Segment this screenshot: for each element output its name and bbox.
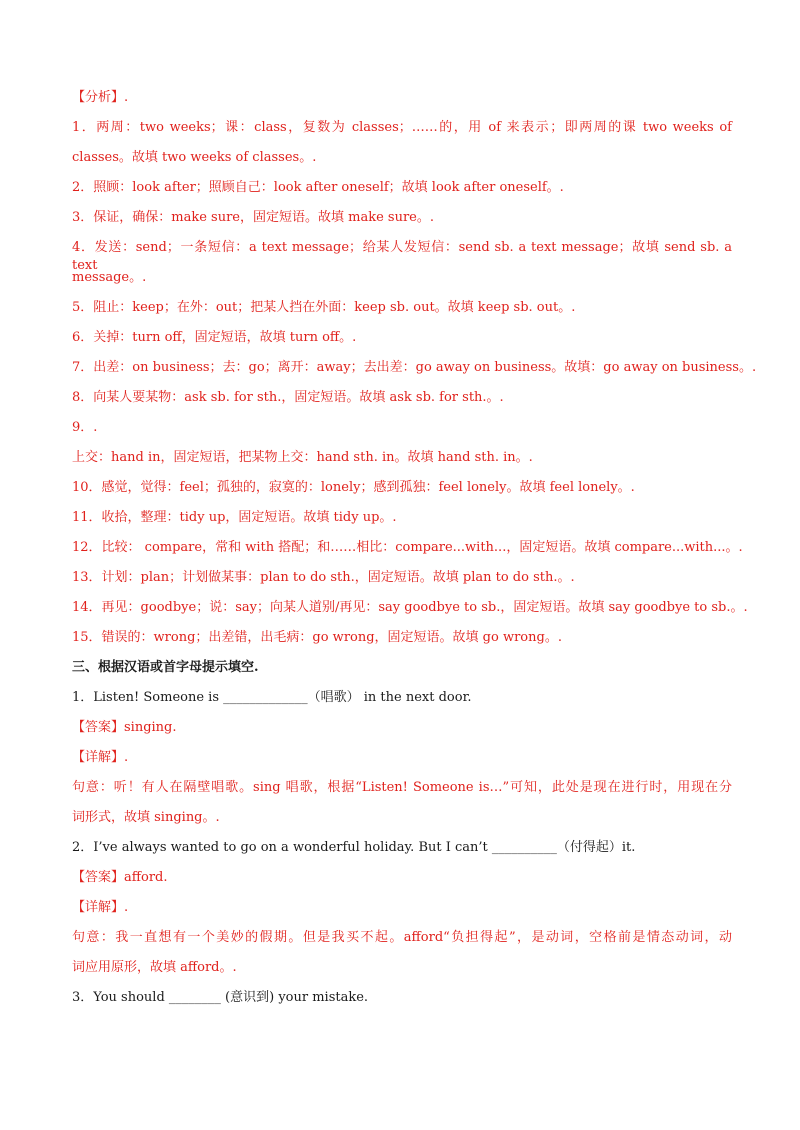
text-line: 【答案】singing. xyxy=(72,720,177,735)
text-line: 15．错误的：wrong；出差错，出毛病：go wrong，固定短语。故填 go wrong。. xyxy=(72,630,562,645)
text-line: 6．关掉：turn off，固定短语，故填 turn off。. xyxy=(72,330,357,345)
text-line: 【答案】afford. xyxy=(72,870,168,885)
text-line: 4．发送：send；一条短信：a text message；给某人发短信：send sb. a text message；故填 send sb. a text xyxy=(72,240,732,273)
text-line: 7．出差：on business；去：go；离开：away；去出差：go away on business。故填：go away on business。. xyxy=(72,360,757,375)
text-line: 【分析】. xyxy=(72,90,129,105)
text-line: 词应用原形，故填 afford。. xyxy=(72,960,237,975)
text-line: 上交：hand in，固定短语，把某物上交：hand sth. in。故填 hand sth. in。. xyxy=(72,450,533,465)
text-line: 14．再见：goodbye；说：say；向某人道别/再见：say goodbye to sb.，固定短语。故填 say goodbye to sb.。. xyxy=(72,600,748,615)
text-line: 5．阻止：keep；在外：out；把某人挡在外面：keep sb. out。故填 keep sb. out。. xyxy=(72,300,576,315)
text-line: 13．计划：plan；计划做某事：plan to do sth.，固定短语。故填 plan to do sth.。. xyxy=(72,570,575,585)
text-line: 词形式，故填 singing。. xyxy=(72,810,220,825)
text-line: 8．向某人要某物：ask sb. for sth.，固定短语。故填 ask sb. for sth.。. xyxy=(72,390,504,405)
text-line: 句意：听！有人在隔壁唱歌。sing 唱歌，根据“Listen! Someone is…”可知，此处是现在进行时，用现在分 xyxy=(72,780,732,795)
text-line: 12．比较： compare，常和 with 搭配；和……相比：compare...with...，固定短语。故填 compare...with...。. xyxy=(72,540,743,555)
text-line: classes。故填 two weeks of classes。. xyxy=(72,150,317,165)
text-line: 2．I’ve always wanted to go on a wonderful holiday. But I can’t __________（付得起）it. xyxy=(72,840,636,855)
text-line: 1．Listen! Someone is _____________（唱歌） in the next door. xyxy=(72,690,472,705)
text-line: message。. xyxy=(72,270,147,285)
text-line: 【详解】. xyxy=(72,900,129,915)
text-line: 9．. xyxy=(72,420,98,435)
text-line: 11．收拾，整理：tidy up，固定短语。故填 tidy up。. xyxy=(72,510,397,525)
text-line: 3．You should ________ (意识到) your mistake. xyxy=(72,990,369,1005)
text-line: 3．保证，确保：make sure，固定短语。故填 make sure。. xyxy=(72,210,435,225)
text-line: 10．感觉，觉得：feel；孤独的，寂寞的：lonely；感到孤独：feel lonely。故填 feel lonely。. xyxy=(72,480,635,495)
text-line: 三、根据汉语或首字母提示填空. xyxy=(72,660,259,675)
text-line: 2．照顾：look after；照顾自己：look after oneself；故填 look after oneself。. xyxy=(72,180,564,195)
text-line: 1．两周：two weeks；课：class，复数为 classes；……的，用 of 来表示；即两周的课 two weeks of xyxy=(72,120,732,135)
text-line: 句意：我一直想有一个美妙的假期。但是我买不起。afford“负担得起”，是动词，空格前是情态动词，动 xyxy=(72,930,732,945)
text-line: 【详解】. xyxy=(72,750,129,765)
